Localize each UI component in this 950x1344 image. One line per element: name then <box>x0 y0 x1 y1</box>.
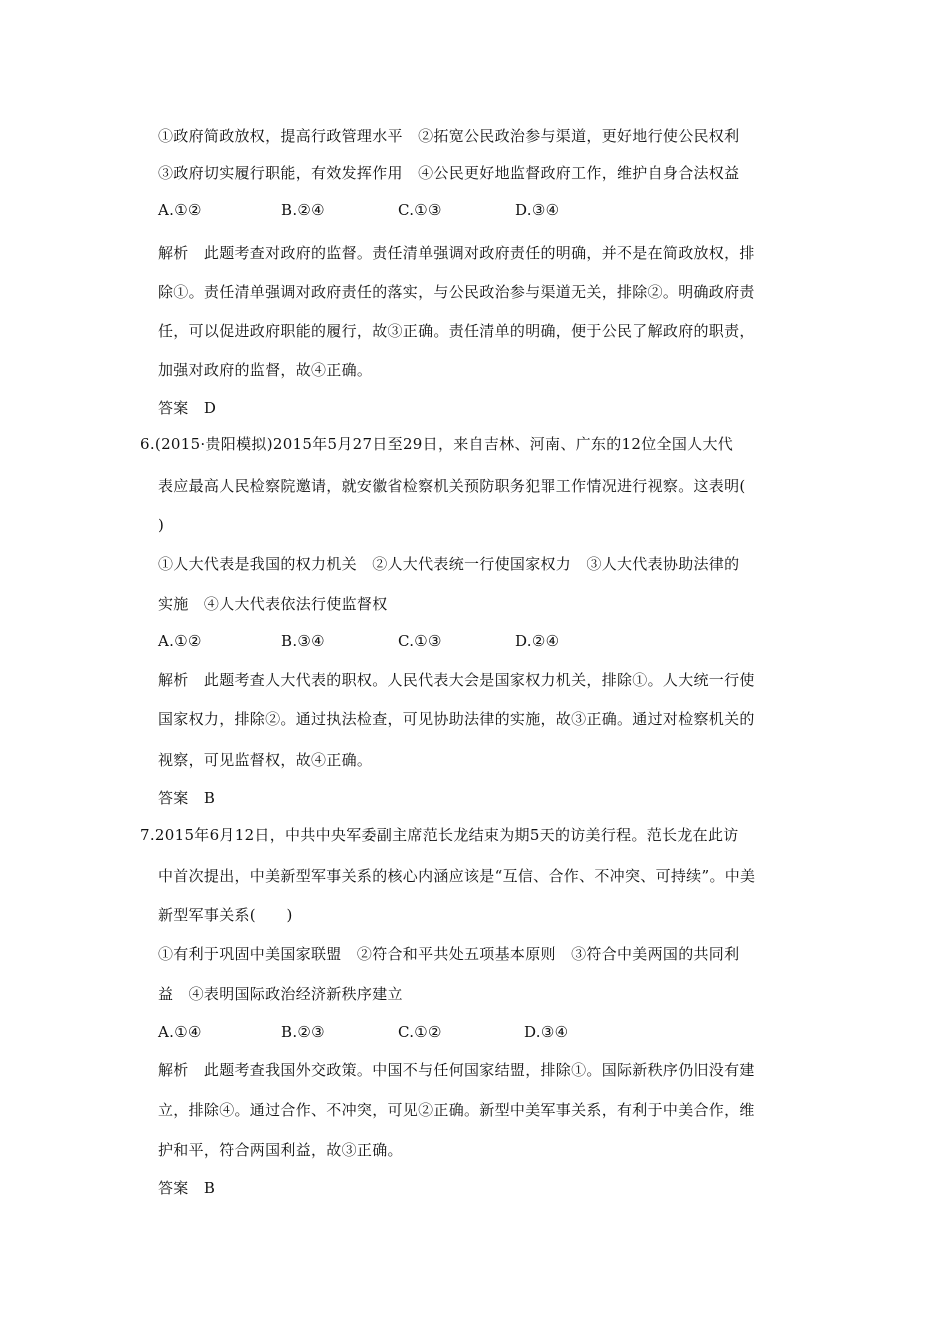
q7-options <box>158 1022 568 1042</box>
q5-statements-line-1: ①政府简政放权，提高行政管理水平 ②拓宽公民政治参与渠道，更好地行使公民权利 <box>158 127 740 145</box>
q7-analysis-line-1: 解析 此题考查我国外交政策。中国不与任何国家结盟，排除①。国际新秩序仍旧没有建 <box>158 1061 755 1079</box>
q7-stem-line-3: 新型军事关系( ) <box>158 906 293 924</box>
q5-option-c: C.①③ <box>398 201 442 219</box>
q6-analysis-line-1: 解析 此题考查人大代表的职权。人民代表大会是国家权力机关，排除①。人大统一行使 <box>158 671 755 689</box>
q5-analysis-line-4: 加强对政府的监督，故④正确。 <box>158 361 373 379</box>
q6-option-b: B.③④ <box>281 632 325 650</box>
q6-stem-line-1: 6.(2015·贵阳模拟)2015年5月27日至29日，来自吉林、河南、广东的12位全国人大代 <box>140 435 734 453</box>
q6-statements-line-1: ①人大代表是我国的权力机关 ②人大代表统一行使国家权力 ③人大代表协助法律的 <box>158 555 740 573</box>
q6-statements-line-2: 实施 ④人大代表依法行使监督权 <box>158 595 388 613</box>
q7-option-b: B.②③ <box>281 1023 325 1041</box>
q6-options <box>158 631 559 651</box>
q7-option-a: A.①④ <box>158 1023 202 1041</box>
q6-analysis-line-3: 视察，可见监督权，故④正确。 <box>158 751 373 769</box>
q5-statements-line-2: ③政府切实履行职能，有效发挥作用 ④公民更好地监督政府工作，维护自身合法权益 <box>158 164 740 182</box>
q7-statements-line-2: 益 ④表明国际政治经济新秩序建立 <box>158 985 403 1003</box>
q7-stem-line-1: 7.2015年6月12日，中共中央军委副主席范长龙结束为期5天的访美行程。范长龙在此访 <box>140 826 739 844</box>
q6-stem-line-2: 表应最高人民检察院邀请，就安徽省检察机关预防职务犯罪工作情况进行视察。这表明( <box>158 477 746 495</box>
q5-option-b: B.②④ <box>281 201 325 219</box>
q7-option-c: C.①② <box>398 1023 442 1041</box>
q6-option-a: A.①② <box>158 632 202 650</box>
q5-options <box>158 200 559 220</box>
q5-analysis-line-2: 除①。责任清单强调对政府责任的落实，与公民政治参与渠道无关，排除②。明确政府责 <box>158 283 755 301</box>
q7-stem-line-2: 中首次提出，中美新型军事关系的核心内涵应该是“互信、合作、不冲突、可持续”。中美 <box>158 867 756 885</box>
q6-option-c: C.①③ <box>398 632 442 650</box>
q7-option-d: D.③④ <box>524 1023 569 1041</box>
q5-answer: 答案 D <box>158 399 217 417</box>
q7-statements-line-1: ①有利于巩固中美国家联盟 ②符合和平共处五项基本原则 ③符合中美两国的共同利 <box>158 945 740 963</box>
q5-option-a: A.①② <box>158 201 202 219</box>
q6-answer: 答案 B <box>158 789 216 807</box>
q6-stem-line-3: ) <box>158 516 165 534</box>
q5-analysis-line-3: 任，可以促进政府职能的履行，故③正确。责任清单的明确，便于公民了解政府的职责， <box>158 322 755 340</box>
q5-analysis-line-1: 解析 此题考查对政府的监督。责任清单强调对政府责任的明确，并不是在简政放权，排 <box>158 244 755 262</box>
q7-analysis-line-3: 护和平，符合两国利益，故③正确。 <box>158 1141 403 1159</box>
q7-analysis-line-2: 立，排除④。通过合作、不冲突，可见②正确。新型中美军事关系，有利于中美合作，维 <box>158 1101 755 1119</box>
q6-option-d: D.②④ <box>515 632 560 650</box>
q6-analysis-line-2: 国家权力，排除②。通过执法检查，可见协助法律的实施，故③正确。通过对检察机关的 <box>158 710 755 728</box>
q5-option-d: D.③④ <box>515 201 560 219</box>
q7-answer: 答案 B <box>158 1179 216 1197</box>
